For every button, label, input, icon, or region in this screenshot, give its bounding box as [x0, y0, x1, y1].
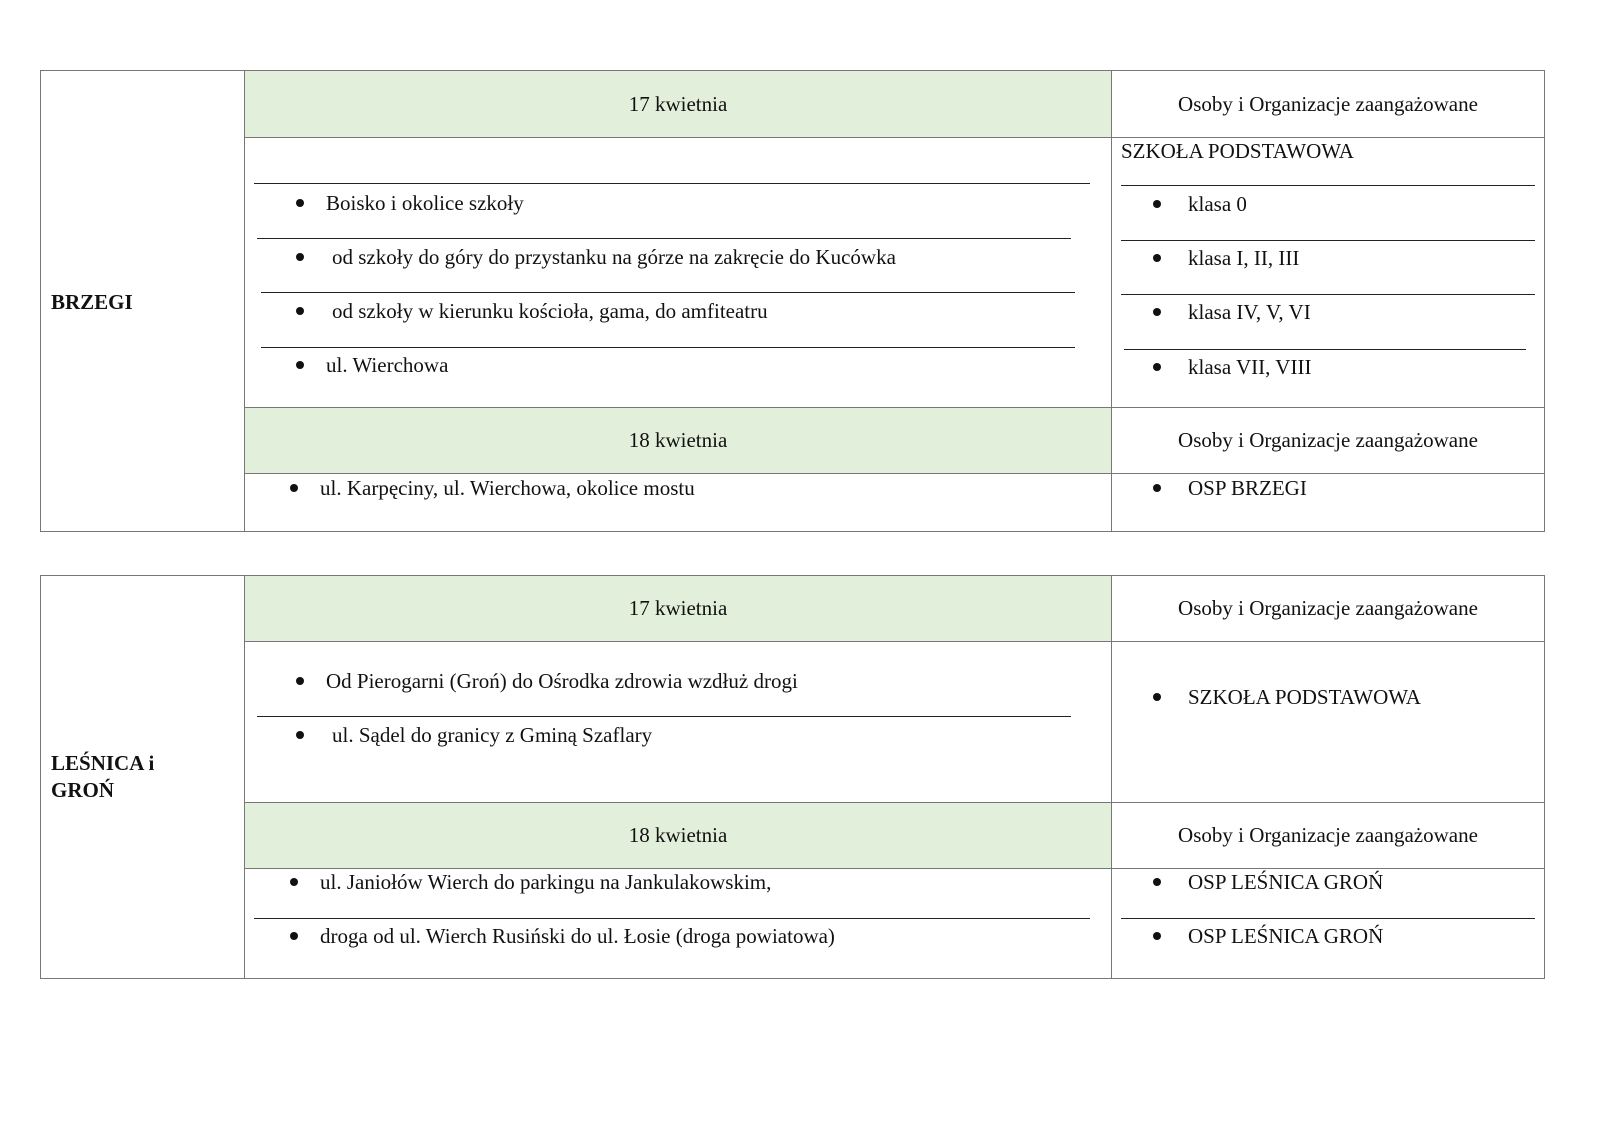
separator-line [254, 183, 1090, 184]
location-text: od szkoły do góry do przystanku na górze na zakręcie do Kucówka [332, 245, 896, 269]
separator-line [261, 292, 1075, 293]
separator-line [254, 918, 1090, 919]
bullet-icon [296, 731, 304, 739]
people-text: SZKOŁA PODSTAWOWA [1188, 685, 1421, 709]
org-title: SZKOŁA PODSTAWOWA [1121, 139, 1354, 163]
date-header-day1: 17 kwietnia [245, 71, 1111, 137]
bullet-icon [296, 307, 304, 315]
people-text: OSP BRZEGI [1188, 476, 1307, 500]
separator-line [1121, 185, 1535, 186]
location-text: droga od ul. Wierch Rusiński do ul. Łosie (droga powiatowa) [320, 924, 835, 948]
people-text: klasa 0 [1188, 192, 1247, 216]
bullet-icon [1153, 200, 1161, 208]
location-text: Od Pierogarni (Groń) do Ośrodka zdrowia wzdłuż drogi [326, 669, 798, 693]
place-name: BRZEGI [51, 290, 133, 314]
people-text: klasa VII, VIII [1188, 355, 1312, 379]
people-header-day2: Osoby i Organizacje zaangażowane [1178, 428, 1478, 452]
people-text: klasa I, II, III [1188, 246, 1300, 270]
row-divider [244, 137, 1544, 138]
location-text: od szkoły w kierunku kościoła, gama, do amfiteatru [332, 299, 768, 323]
bullet-icon [296, 677, 304, 685]
bullet-icon [1153, 878, 1161, 886]
bullet-icon [1153, 254, 1161, 262]
row-divider [244, 868, 1544, 869]
bullet-icon [296, 253, 304, 261]
people-header-day2: Osoby i Organizacje zaangażowane [1178, 823, 1478, 847]
location-text: ul. Karpęciny, ul. Wierchowa, okolice mostu [320, 476, 695, 500]
separator-line [261, 347, 1075, 348]
bullet-icon [290, 878, 298, 886]
separator-line [257, 238, 1071, 239]
date-header-day1: 17 kwietnia [245, 576, 1111, 641]
separator-line [1121, 240, 1535, 241]
bullet-icon [1153, 484, 1161, 492]
table-brzegi [40, 70, 1545, 532]
people-text: klasa IV, V, VI [1188, 300, 1311, 324]
bullet-icon [1153, 693, 1161, 701]
separator-line [1121, 918, 1535, 919]
bullet-icon [1153, 363, 1161, 371]
date-header-day2: 18 kwietnia [245, 408, 1111, 473]
bullet-icon [1153, 308, 1161, 316]
table-lesnica-gron [40, 575, 1545, 979]
location-text: ul. Sądel do granicy z Gminą Szaflary [332, 723, 653, 747]
date-header-day2: 18 kwietnia [245, 803, 1111, 868]
location-text: ul. Janiołów Wierch do parkingu na Jankulakowskim, [320, 870, 772, 894]
people-text: OSP LEŚNICA GROŃ [1188, 870, 1384, 894]
bullet-icon [290, 484, 298, 492]
bullet-icon [296, 361, 304, 369]
bullet-icon [296, 199, 304, 207]
location-text: ul. Wierchowa [326, 353, 449, 377]
bullet-icon [1153, 932, 1161, 940]
separator-line [1124, 349, 1526, 350]
row-divider [244, 641, 1544, 642]
place-name: LEŚNICA i GROŃ [51, 751, 155, 802]
row-divider [244, 473, 1544, 474]
separator-line [1121, 294, 1535, 295]
people-header-day1: Osoby i Organizacje zaangażowane [1178, 91, 1478, 116]
location-text: Boisko i okolice szkoły [326, 191, 524, 215]
people-text: OSP LEŚNICA GROŃ [1188, 924, 1384, 948]
bullet-icon [290, 932, 298, 940]
people-header-day1: Osoby i Organizacje zaangażowane [1178, 596, 1478, 620]
separator-line [257, 716, 1071, 717]
